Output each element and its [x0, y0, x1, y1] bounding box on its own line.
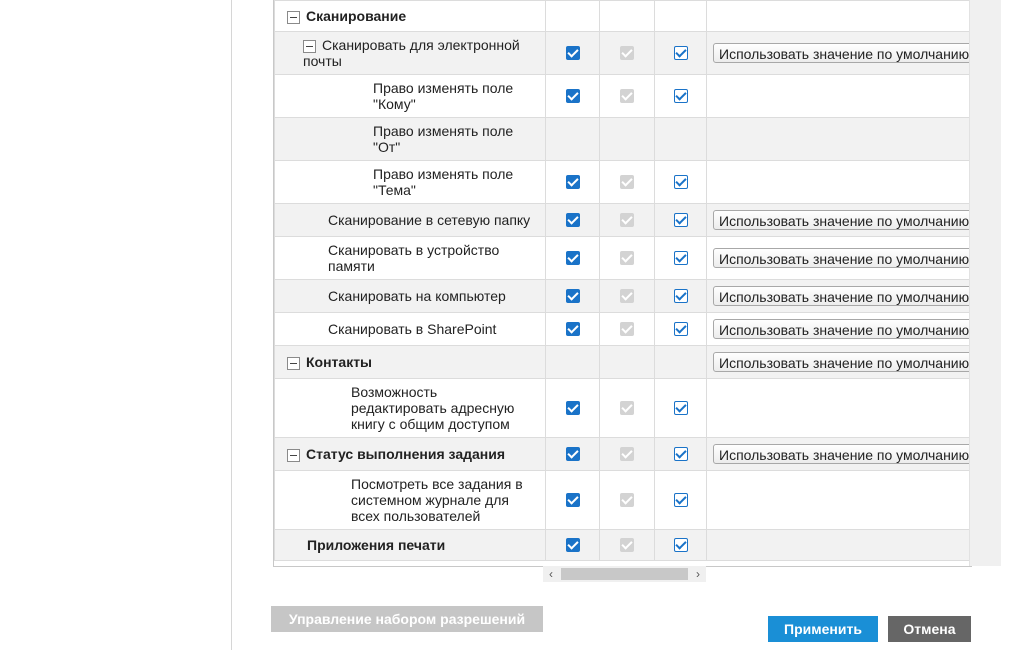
permissions-table [274, 0, 972, 561]
row-label-text: Возможность редактировать адресную книгу с общим доступом [351, 384, 515, 432]
disabled-checkbox [620, 251, 634, 265]
row-label [275, 166, 545, 198]
row-name-cell [275, 438, 546, 471]
collapse-icon[interactable] [287, 11, 300, 24]
select-value: Использовать значение по умолчанию [719, 289, 970, 305]
permission-checkbox[interactable] [674, 447, 688, 461]
default-value-select[interactable] [713, 43, 972, 63]
permission-cell [546, 118, 600, 161]
permission-cell [546, 346, 600, 379]
disabled-checkbox [620, 213, 634, 227]
value-cell [707, 75, 973, 118]
permission-cell [546, 471, 600, 530]
row-label-text: Право изменять поле "От" [373, 123, 514, 155]
value-cell [707, 237, 973, 280]
row-label [275, 446, 545, 462]
permission-cell [655, 237, 707, 280]
disabled-checkbox [620, 46, 634, 60]
disabled-checkbox [620, 89, 634, 103]
permission-cell [600, 438, 655, 471]
row-name-cell [275, 1, 546, 32]
permission-checkbox[interactable] [674, 251, 688, 265]
permission-checkbox[interactable] [566, 213, 580, 227]
value-cell [707, 118, 973, 161]
table-row [275, 313, 973, 346]
value-cell [707, 1, 973, 32]
row-label [275, 80, 545, 112]
permission-checkbox[interactable] [566, 401, 580, 415]
scroll-right-icon[interactable]: › [696, 567, 700, 581]
collapse-icon[interactable] [287, 357, 300, 370]
default-value-select[interactable] [713, 319, 972, 339]
permission-checkbox[interactable] [674, 46, 688, 60]
table-row [275, 379, 973, 438]
value-cell [707, 32, 973, 75]
table-row [275, 438, 973, 471]
table-row [275, 471, 973, 530]
permission-cell [600, 280, 655, 313]
permission-cell [546, 161, 600, 204]
table-row [275, 75, 973, 118]
permission-checkbox[interactable] [566, 89, 580, 103]
permissions-grid [273, 0, 972, 567]
row-label-text: Сканировать в устройство памяти [328, 242, 500, 274]
permission-checkbox[interactable] [566, 447, 580, 461]
permission-cell [600, 471, 655, 530]
table-row [275, 530, 973, 561]
row-name-cell [275, 237, 546, 280]
permission-cell [546, 237, 600, 280]
permission-checkbox[interactable] [674, 493, 688, 507]
permission-cell [600, 118, 655, 161]
disabled-checkbox [620, 175, 634, 189]
row-label-text: Сканирование [306, 8, 407, 24]
value-cell [707, 471, 973, 530]
row-label [275, 354, 545, 370]
row-label [275, 8, 545, 24]
row-label-text: Посмотреть все задания в системном журнале для всех пользователей [351, 476, 523, 524]
row-label [275, 288, 545, 304]
permission-checkbox[interactable] [566, 493, 580, 507]
table-row [275, 280, 973, 313]
permission-checkbox[interactable] [566, 175, 580, 189]
disabled-checkbox [620, 322, 634, 336]
value-cell [707, 530, 973, 561]
row-label-text: Сканировать на компьютер [328, 288, 506, 304]
default-value-select[interactable] [713, 444, 972, 464]
row-label [275, 321, 545, 337]
row-name-cell [275, 313, 546, 346]
permission-cell [600, 530, 655, 561]
select-value: Использовать значение по умолчанию [719, 322, 970, 338]
permission-cell [655, 379, 707, 438]
permission-checkbox[interactable] [566, 538, 580, 552]
permission-cell [600, 313, 655, 346]
row-name-cell [275, 379, 546, 438]
left-navigation-pane [0, 0, 232, 650]
select-value: Использовать значение по умолчанию [719, 447, 970, 463]
permission-cell [546, 75, 600, 118]
row-label-text: Статус выполнения задания [306, 446, 506, 462]
permission-cell [600, 75, 655, 118]
value-cell [707, 313, 973, 346]
default-value-select[interactable] [713, 248, 972, 268]
default-value-select[interactable] [713, 210, 972, 230]
row-label [275, 37, 545, 69]
horizontal-scrollbar[interactable] [543, 566, 706, 582]
select-value: Использовать значение по умолчанию [719, 251, 970, 267]
row-label-text: Сканировать в SharePoint [328, 321, 497, 337]
permission-cell [655, 313, 707, 346]
row-label [275, 476, 545, 524]
scroll-left-icon[interactable]: ‹ [549, 567, 553, 581]
disabled-checkbox [620, 289, 634, 303]
row-name-cell [275, 118, 546, 161]
default-value-select[interactable] [713, 352, 972, 372]
value-cell [707, 438, 973, 471]
row-name-cell [275, 75, 546, 118]
permission-cell [655, 204, 707, 237]
row-name-cell [275, 32, 546, 75]
permission-cell [655, 438, 707, 471]
disabled-checkbox [620, 538, 634, 552]
permission-cell [546, 32, 600, 75]
permission-cell [546, 379, 600, 438]
default-value-select[interactable] [713, 286, 972, 306]
scroll-thumb[interactable] [561, 568, 688, 580]
permission-cell [655, 346, 707, 379]
value-cell [707, 280, 973, 313]
value-cell [707, 346, 973, 379]
permission-checkbox[interactable] [674, 89, 688, 103]
row-label-text: Сканирование в сетевую папку [328, 212, 531, 228]
table-row [275, 346, 973, 379]
permission-cell [600, 161, 655, 204]
table-row [275, 161, 973, 204]
permission-checkbox[interactable] [566, 251, 580, 265]
permission-cell [600, 237, 655, 280]
row-label-text: Сканировать для электронной почты [303, 37, 520, 69]
row-name-cell [275, 530, 546, 561]
permission-cell [600, 346, 655, 379]
row-name-cell [275, 161, 546, 204]
permission-cell [655, 75, 707, 118]
permission-cell [600, 204, 655, 237]
row-label [275, 384, 545, 432]
value-cell [707, 379, 973, 438]
permission-cell [655, 471, 707, 530]
permission-cell [600, 379, 655, 438]
permission-checkbox[interactable] [674, 213, 688, 227]
collapse-icon[interactable] [287, 449, 300, 462]
disabled-checkbox [620, 493, 634, 507]
permission-checkbox[interactable] [674, 538, 688, 552]
select-value: Использовать значение по умолчанию [719, 213, 970, 229]
row-label-text: Право изменять поле "Тема" [373, 166, 514, 198]
permission-checkbox[interactable] [674, 175, 688, 189]
permission-checkbox[interactable] [674, 289, 688, 303]
table-row [275, 204, 973, 237]
table-row [275, 1, 973, 32]
permission-cell [546, 204, 600, 237]
manage-permission-set-button[interactable]: Управление набором разрешений [271, 606, 543, 632]
permission-cell [655, 280, 707, 313]
permission-cell [546, 1, 600, 32]
cancel-button[interactable]: Отмена [888, 616, 971, 642]
row-name-cell [275, 280, 546, 313]
select-value: Использовать значение по умолчанию [719, 355, 970, 371]
value-cell [707, 161, 973, 204]
permission-cell [546, 530, 600, 561]
permission-checkbox[interactable] [674, 401, 688, 415]
vertical-scrollbar[interactable] [969, 0, 1001, 566]
table-row [275, 237, 973, 280]
row-name-cell [275, 346, 546, 379]
permission-cell [655, 530, 707, 561]
permission-checkbox[interactable] [566, 322, 580, 336]
permission-cell [655, 32, 707, 75]
permission-cell [600, 32, 655, 75]
table-row [275, 32, 973, 75]
row-label-text: Контакты [306, 354, 373, 370]
table-row [275, 118, 973, 161]
row-label [275, 242, 545, 274]
permission-cell [655, 118, 707, 161]
value-cell [707, 204, 973, 237]
permission-checkbox[interactable] [566, 289, 580, 303]
row-label-text: Право изменять поле "Кому" [373, 80, 514, 112]
permission-cell [546, 280, 600, 313]
permission-cell [600, 1, 655, 32]
row-name-cell [275, 204, 546, 237]
permission-cell [655, 161, 707, 204]
row-label [275, 537, 545, 553]
disabled-checkbox [620, 447, 634, 461]
collapse-icon[interactable] [303, 40, 316, 53]
permission-checkbox[interactable] [674, 322, 688, 336]
row-label [275, 123, 545, 155]
row-label [275, 212, 545, 228]
row-label-text: Приложения печати [307, 537, 446, 553]
permission-cell [546, 313, 600, 346]
permission-cell [655, 1, 707, 32]
disabled-checkbox [620, 401, 634, 415]
permission-checkbox[interactable] [566, 46, 580, 60]
apply-button[interactable]: Применить [768, 616, 878, 642]
select-value: Использовать значение по умолчанию [719, 46, 970, 62]
permission-cell [546, 438, 600, 471]
row-name-cell [275, 471, 546, 530]
